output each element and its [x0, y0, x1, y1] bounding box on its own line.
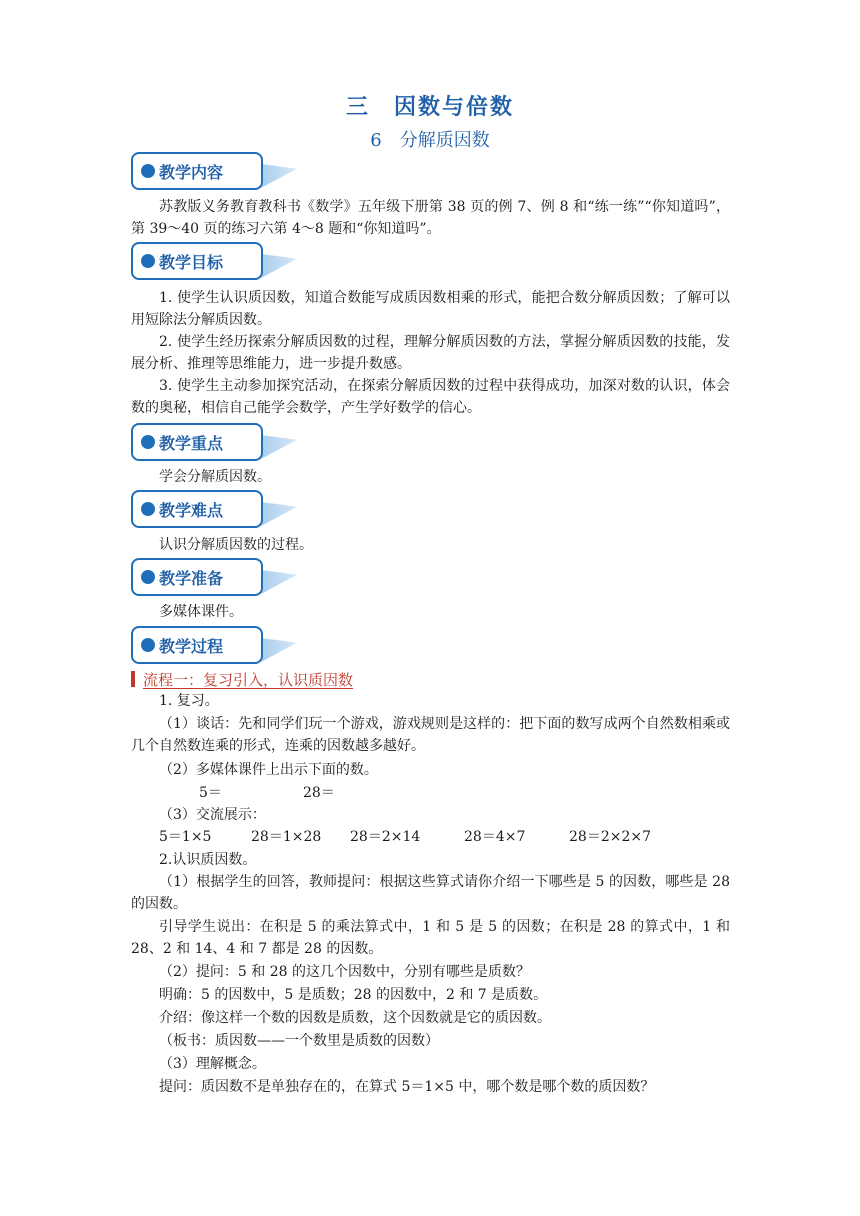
process-paragraph: 引导学生说出：在积是 5 的乘法算式中，1 和 5 是 5 的因数；在积是 28 的算式中，1 和 28、2 和 14、4 和 7 都是 28 的因数。 — [131, 919, 730, 957]
section-label-process — [131, 626, 263, 664]
process-paragraph: 明确：5 的因数中，5 是质数；28 的因数中，2 和 7 是质数。 — [159, 987, 548, 1003]
review-title: 1. 复习。 — [159, 693, 219, 709]
prep-text: 多媒体课件。 — [159, 604, 243, 620]
flow-heading — [131, 668, 353, 690]
equation-blank: 5＝ — [199, 785, 222, 801]
bullet-dot-icon — [141, 638, 155, 652]
label-tail-content — [261, 164, 297, 188]
key-text: 学会分解质因数。 — [159, 469, 271, 485]
result-equation: 28＝2×14 — [350, 829, 421, 845]
process-paragraph: （板书：质因数——一个数里是质数的因数） — [159, 1033, 439, 1049]
result-equation: 28＝4×7 — [464, 829, 526, 845]
process-paragraph: 介绍：像这样一个数的因数是质数，这个因数就是它的质因数。 — [159, 1010, 551, 1026]
label-tail-difficulty — [261, 502, 297, 526]
section-label-text: 教学难点 — [159, 500, 224, 520]
result-equation: 5＝1×5 — [159, 829, 212, 845]
bullet-dot-icon — [141, 570, 155, 584]
section-label-prep — [131, 558, 263, 596]
flow-heading-text: 流程一：复习引入，认识质因数 — [143, 670, 354, 689]
label-tail-key — [261, 435, 297, 459]
section-label-text: 教学内容 — [159, 162, 224, 182]
page-subtitle: 6 分解质因数 — [370, 130, 490, 151]
process-paragraph: （1）谈话：先和同学们玩一个游戏，游戏规则是这样的：把下面的数写成两个自然数相乘或几个自然数连乘的形式，连乘的因数越多越好。 — [131, 716, 730, 754]
result-equation: 28＝1×28 — [251, 829, 322, 845]
content-text: 苏教版义务教育教科书《数学》五年级下册第 38 页的例 7、例 8 和“练一练”“你知道吗”，第 39～40 页的练习六第 4～8 题和“你知道吗”。 — [131, 199, 730, 237]
bullet-dot-icon — [141, 254, 155, 268]
process-paragraph: （2）多媒体课件上出示下面的数。 — [159, 762, 378, 778]
label-tail-prep — [261, 570, 297, 594]
result-equation: 28＝2×2×7 — [569, 829, 651, 845]
label-tail-process — [261, 638, 297, 662]
flow-marker-icon — [131, 671, 135, 687]
process-paragraph: 提问：质因数不是单独存在的，在算式 5＝1×5 中，哪个数是哪个数的质因数？ — [159, 1079, 655, 1095]
bullet-dot-icon — [141, 502, 155, 516]
difficulty-text: 认识分解质因数的过程。 — [159, 537, 313, 553]
goal-item-3: 3. 使学生主动参加探究活动，在探索分解质因数的过程中获得成功，加深对数的认识，体会数的奥秘，相信自己能学会数学，产生学好数学的信心。 — [131, 378, 730, 416]
bullet-dot-icon — [141, 164, 155, 178]
section-label-content — [131, 152, 263, 190]
process-paragraph: 2.认识质因数。 — [159, 852, 257, 868]
goal-item-2: 2. 使学生经历探索分解质因数的过程，理解分解质因数的方法，掌握分解质因数的技能，发展分析、推理等思维能力，进一步提升数感。 — [131, 334, 730, 372]
goal-item-1: 1. 使学生认识质因数，知道合数能写成质因数相乘的形式，能把合数分解质因数；了解可以用短除法分解质因数。 — [131, 290, 730, 328]
section-label-text: 教学重点 — [159, 433, 224, 453]
process-paragraph: （3）交流展示： — [159, 807, 266, 823]
section-label-key — [131, 423, 263, 461]
process-paragraph: （3）理解概念。 — [159, 1056, 266, 1072]
bullet-dot-icon — [141, 435, 155, 449]
equation-blank: 28＝ — [303, 785, 335, 801]
section-label-text: 教学准备 — [159, 568, 224, 588]
page-title: 三 因数与倍数 — [345, 95, 514, 120]
section-label-difficulty — [131, 490, 263, 528]
section-label-goals — [131, 242, 263, 280]
label-tail-goals — [261, 254, 297, 278]
section-label-text: 教学目标 — [159, 252, 224, 272]
process-paragraph: （1）根据学生的回答，教师提问：根据这些算式请你介绍一下哪些是 5 的因数，哪些是 28 的因数。 — [131, 874, 730, 912]
section-label-text: 教学过程 — [159, 636, 224, 656]
process-paragraph: （2）提问：5 和 28 的这几个因数中，分别有哪些是质数？ — [159, 964, 530, 980]
